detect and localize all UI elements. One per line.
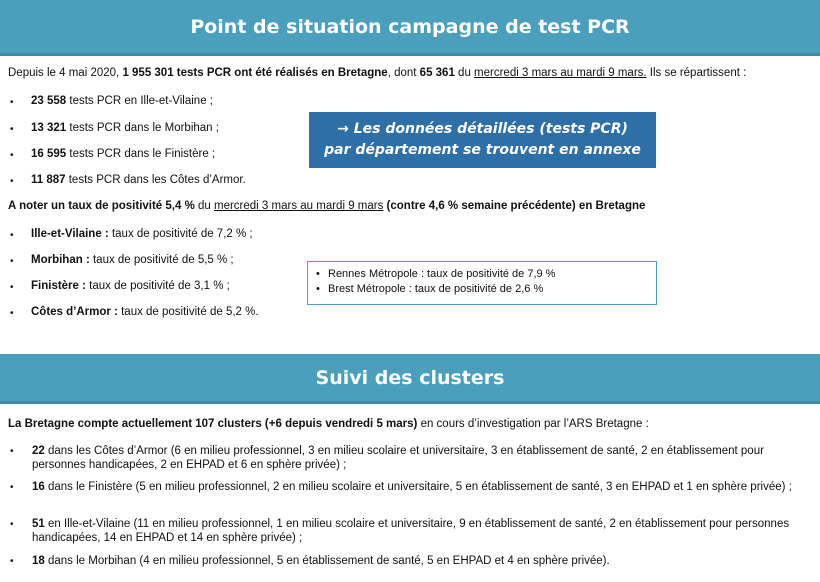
positivity-dept: Ille-et-Vilaine : (31, 228, 109, 240)
callout-line: par département se trouvent en annexe (324, 142, 641, 158)
bullet: • (10, 282, 14, 293)
list-item-dept-tests (31, 95, 213, 107)
intro-week-tests: 65 361 (419, 67, 455, 79)
list-item-positivity (31, 280, 230, 292)
metropole-text: Rennes Métropole : taux de positivité de 7,9 % (328, 268, 556, 280)
intro-part: Depuis le 4 mai 2020, (8, 67, 123, 79)
dept-test-count: 16 595 (31, 148, 67, 160)
list-item-positivity (31, 254, 234, 266)
bullet: • (10, 97, 14, 108)
bullet: • (10, 446, 14, 457)
list-item-dept-tests (31, 174, 246, 186)
dept-test-text: tests PCR en Ille-et-Vilaine ; (66, 95, 213, 107)
list-item-cluster (32, 554, 792, 568)
positivity-period: mercredi 3 mars au mardi 9 mars (214, 200, 384, 212)
intro-total-tests: 1 955 301 tests PCR ont été réalisés en Bretagne (122, 67, 388, 79)
bullet: • (10, 230, 14, 241)
positivity-dept: Morbihan : (31, 254, 90, 266)
clusters-intro (8, 418, 649, 430)
bullet: • (10, 556, 14, 567)
intro-period: mercredi 3 mars au mardi 9 mars. (474, 67, 647, 79)
bullet: • (10, 150, 14, 161)
metropole-item (316, 282, 656, 297)
dept-test-count: 23 558 (31, 95, 67, 107)
bullet: • (10, 482, 14, 493)
list-item-positivity (31, 228, 253, 240)
callout-line: → Les données détaillées (tests PCR) (337, 121, 628, 137)
section-title-pcr: Point de situation campagne de test PCR (0, 0, 820, 56)
cluster-text: dans le Morbihan (4 en milieu professionnel, 5 en établissement de santé, 5 en EHPAD et 4 en sphère privée). (44, 555, 610, 567)
cluster-count: 22 (32, 445, 45, 457)
positivity-intro (8, 200, 645, 212)
bullet: • (316, 283, 320, 295)
intro-part: Ils se répartissent : (646, 67, 747, 79)
positivity-text: taux de positivité de 5,2 %. (117, 306, 259, 318)
intro-part: , dont (387, 67, 420, 79)
cluster-count: 16 (32, 481, 45, 493)
dept-test-text: tests PCR dans le Morbihan ; (66, 122, 219, 134)
cluster-count: 51 (32, 518, 45, 530)
section-title-clusters: Suivi des clusters (0, 354, 820, 404)
clusters-count: La Bretagne compte actuellement 107 clusters (+6 depuis vendredi 5 mars) (8, 418, 418, 430)
bullet: • (10, 308, 14, 319)
positivity-comparison: (contre 4,6 % semaine précédente) en Bretagne (383, 200, 646, 212)
positivity-dept: Finistère : (31, 280, 86, 292)
pcr-intro (8, 67, 746, 79)
list-item-dept-tests (31, 122, 219, 134)
clusters-intro-text: en cours d’investigation par l’ARS Bretagne : (417, 418, 649, 430)
metropoles-box (307, 261, 657, 305)
positivity-text: taux de positivité de 7,2 % ; (108, 228, 253, 240)
positivity-rate: A noter un taux de positivité 5,4 % (8, 200, 195, 212)
list-item-cluster (32, 444, 792, 472)
metropole-text: Brest Métropole : taux de positivité de 2,6 % (328, 283, 544, 295)
bullet: • (10, 519, 14, 530)
list-item-positivity (31, 306, 259, 318)
bullet: • (10, 124, 14, 135)
metropole-item (316, 267, 656, 282)
cluster-count: 18 (32, 555, 45, 567)
positivity-text: taux de positivité de 3,1 % ; (85, 280, 230, 292)
list-item-dept-tests (31, 148, 215, 160)
list-item-cluster (32, 517, 792, 545)
dept-test-text: tests PCR dans les Côtes d’Armor. (65, 174, 246, 186)
list-item-cluster (32, 480, 792, 494)
dept-test-count: 11 887 (31, 174, 66, 186)
intro-part: du (454, 67, 475, 79)
positivity-text: taux de positivité de 5,5 % ; (89, 254, 234, 266)
annex-callout (309, 112, 656, 168)
bullet: • (10, 176, 14, 187)
bullet: • (10, 256, 14, 267)
dept-test-text: tests PCR dans le Finistère ; (66, 148, 216, 160)
cluster-text: dans les Côtes d’Armor (6 en milieu professionnel, 3 en milieu scolaire et universitaire, 3 en établissement de santé, 2 en établissement pour personnes handicapées, 2 en EHPAD et 6 en sphère privée) ; (32, 445, 764, 471)
cluster-text: en Ille-et-Vilaine (11 en milieu professionnel, 1 en milieu scolaire et universitaire, 9 en établissement de santé, 2 en établissement pour personnes handicapées, 14 en EHPAD et 14 en sphère privée) ; (32, 518, 790, 544)
dept-test-count: 13 321 (31, 122, 67, 134)
positivity-dept: Côtes d’Armor : (31, 306, 118, 318)
bullet: • (316, 268, 320, 280)
cluster-text: dans le Finistère (5 en milieu professionnel, 2 en milieu scolaire et universitaire, 5 en établissement de santé, 3 en EHPAD et 1 en sphère privée) ; (44, 481, 792, 493)
positivity-part: du (194, 200, 214, 212)
